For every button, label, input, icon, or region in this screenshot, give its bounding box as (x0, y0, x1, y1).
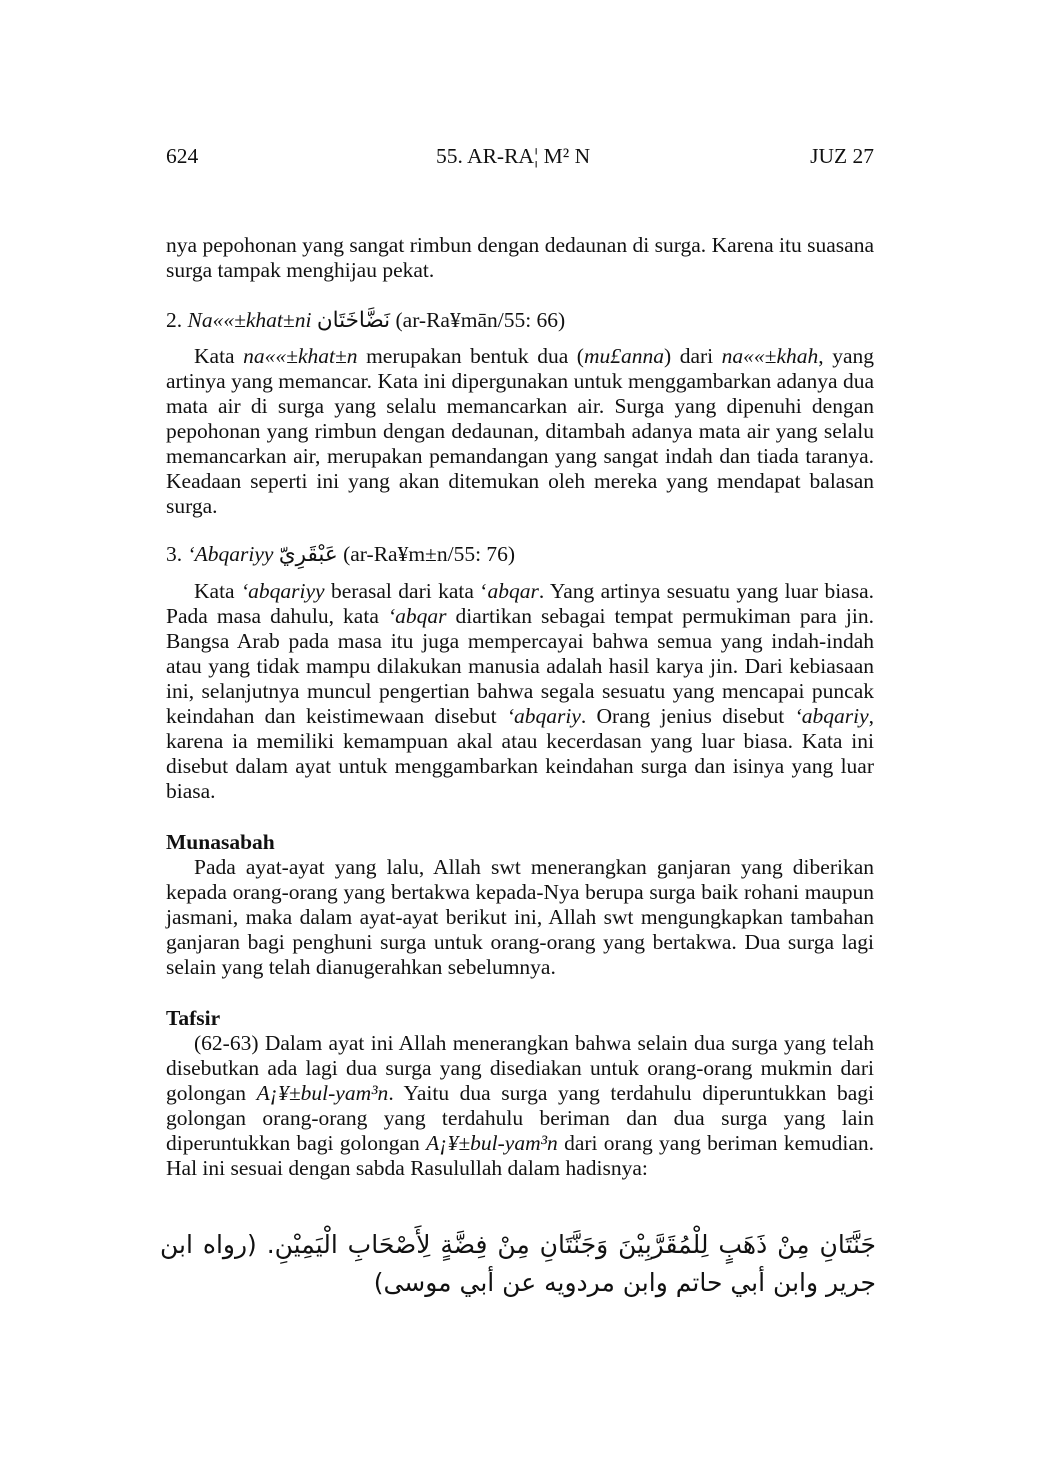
text-segment: (62-63) Dalam ayat ini Allah menerangkan bahwa selain dua surga yang telah disebutkan ada lagi dua surga yang disediakan untuk orang-orang mukmin dari golongan (166, 1031, 874, 1105)
text-segment: Tafsir (166, 1006, 221, 1030)
tafsir-paragraph (166, 1031, 874, 1181)
text-segment: Kata (194, 344, 244, 368)
italic-term: mu£anna (583, 344, 664, 368)
text-segment: . Yaitu dua surga yang terdahulu diperuntukkan bagi golongan orang-orang yang terdahulu beriman dan dua surga yang lain diperuntukkan bagi golongan (166, 1081, 874, 1155)
text-segment: . Yang artinya sesuatu yang luar biasa. Pada masa dahulu, kata (166, 579, 874, 628)
text-segment: عَبْقَرِيّ (273, 542, 344, 566)
italic-term: ‘abqariy (794, 704, 869, 728)
text-segment: , yang artinya yang memancar. Kata ini dipergunakan untuk menggambarkan adanya dua mata air di surga yang selalu memancarkan air. Surga yang dipenuhi dengan pepohonan yang rimbun dengan dedaunan, ditambah adanya mata air yang selalu memancarkan air, merupakan pemandangan yang sangat indah dan tiada taranya. Keadaan seperti ini yang akan ditemukan oleh mereka yang mendapat balasan surga. (166, 344, 874, 518)
running-header (166, 144, 874, 172)
italic-term: na««±khat±n (243, 344, 358, 368)
italic-term: A¡¥±bul-yam³n (256, 1081, 389, 1105)
text-segment: dari orang yang beriman kemudian. Hal ini sesuai dengan sabda Rasulullah dalam hadisnya: (166, 1131, 874, 1180)
text-segment: merupakan bentuk dua ( (357, 344, 584, 368)
hadith-arabic: جَنَّتَانِ مِنْ ذَهَبٍ لِلْمُقَرَّبِيْنَ وَجَنَّتَانِ مِنْ فِضَّةٍ لِأَصْحَابِ الْيَمِيْنِ. (رواه ابن جرير وابن أبي حاتم وابن مردويه عن أبي موسى) (160, 1230, 876, 1297)
text-segment: نَضَّاخَتَان (311, 308, 396, 332)
text-segment: Kata (194, 579, 241, 603)
italic-term: Na««±khat±ni (187, 308, 312, 332)
italic-term: na««±khah (721, 344, 819, 368)
text-segment: , karena ia memiliki kemampuan akal atau kecerdasan yang luar biasa. Kata ini disebut dalam ayat untuk menggambarkan keindahan surga dan isinya yang luar biasa. (166, 704, 874, 803)
page-number: 624 (166, 144, 199, 168)
text-segment: 2. (166, 308, 188, 332)
italic-term: abqar (487, 579, 539, 603)
text-segment: (ar-Ra¥mān/55: 66) (395, 308, 566, 332)
text-segment: . Orang jenius disebut (580, 704, 795, 728)
text-segment: nya pepohonan yang sangat rimbun dengan dedaunan di surga. Karena itu suasana surga tampak menghijau pekat. (166, 233, 874, 282)
text-segment: ) dari (663, 344, 722, 368)
italic-term: ‘abqariyy (241, 579, 325, 603)
text-segment: Munasabah (166, 830, 275, 854)
heading-nadhdhakhatan (166, 308, 874, 333)
text-segment: diartikan sebagai tempat permukiman para jin. Bangsa Arab pada masa itu juga mempercayai bahwa semua yang indah-indah atau yang tidak mampu dilakukan manusia adalah hasil karya jin. Dari kebiasaan ini, selanjutnya muncul pengertian bahwa segala sesuatu yang mencapai puncak keindahan dan keistimewaan disebut (166, 604, 874, 728)
munasabah-paragraph (166, 855, 874, 980)
juz-label: JUZ 27 (810, 144, 874, 168)
italic-term: ‘Abqariyy (187, 542, 274, 566)
italic-term: ‘abqar (387, 604, 447, 628)
munasabah-heading (166, 830, 874, 855)
surah-title: 55. AR-RA¦ M² N (436, 144, 591, 168)
tafsir-heading (166, 1006, 874, 1031)
text-segment: Pada ayat-ayat yang lalu, Allah swt menerangkan ganjaran yang diberikan kepada orang-orang yang bertakwa kepada-Nya berupa surga baik rohani maupun jasmani, maka dalam ayat-ayat berikut ini, Allah swt mengungkapkan tambahan ganjaran bagi penghuni surga untuk orang-orang yang bertakwa. Dua surga lagi selain yang telah dianugerahkan sebelumnya. (166, 855, 874, 979)
text-segment: (ar-Ra¥m±n/55: 76) (343, 542, 516, 566)
paragraph-abqariyy (166, 579, 874, 804)
italic-term: ‘abqariy (506, 704, 581, 728)
text-segment: 3. (166, 542, 188, 566)
continuation-paragraph (166, 233, 874, 283)
paragraph-nadhdhakhatan (166, 344, 874, 519)
heading-abqariyy (166, 542, 874, 567)
italic-term: A¡¥±bul-yam³n (426, 1131, 558, 1155)
text-segment: berasal dari kata ‘ (324, 579, 488, 603)
